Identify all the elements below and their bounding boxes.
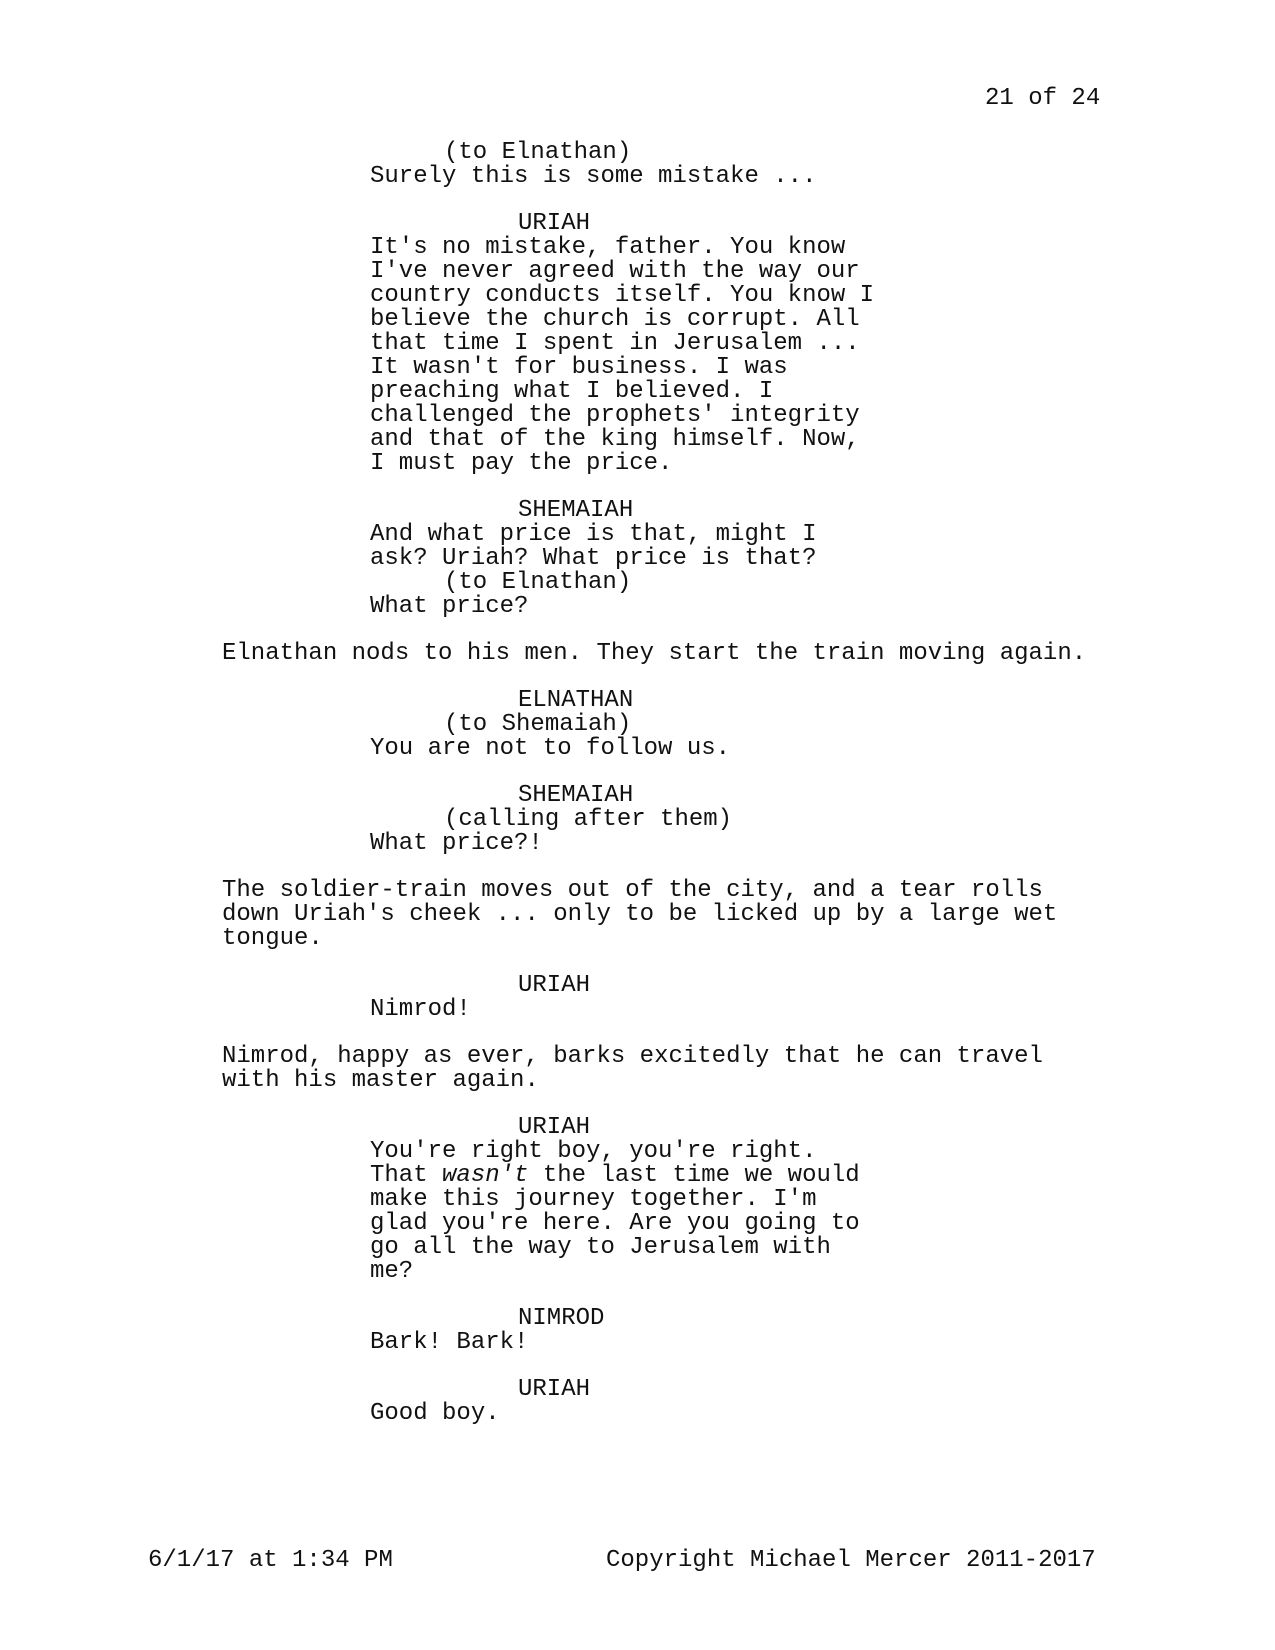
dialogue-line: glad you're here. Are you going to (370, 1210, 860, 1237)
dialogue-line: and that of the king himself. Now, (370, 426, 860, 453)
dialogue-line: Nimrod! (370, 996, 471, 1023)
character-name: NIMROD (518, 1305, 605, 1332)
dialogue-line: go all the way to Jerusalem with (370, 1234, 831, 1261)
character-name: URIAH (518, 210, 591, 237)
footer-copyright: Copyright Michael Mercer 2011-2017 (606, 1547, 1096, 1574)
character-name: URIAH (518, 1114, 591, 1141)
dialogue-line: make this journey together. I'm (370, 1186, 817, 1213)
dialogue-line: ask? Uriah? What price is that? (370, 545, 817, 572)
dialogue-line: It's no mistake, father. You know (370, 234, 846, 261)
character-name: SHEMAIAH (518, 782, 634, 809)
action-line: Elnathan nods to his men. They start the train moving again. (222, 640, 1087, 667)
dialogue-line: that time I spent in Jerusalem ... (370, 330, 860, 357)
character-name: ELNATHAN (518, 687, 634, 714)
character-name: URIAH (518, 1376, 591, 1403)
dialogue-line: me? (370, 1258, 414, 1285)
footer-date: 6/1/17 at 1:34 PM (148, 1547, 393, 1574)
dialogue-line (370, 1164, 860, 1188)
dialogue-line: country conducts itself. You know I (370, 282, 875, 309)
action-line: The soldier-train moves out of the city, and a tear rolls (222, 877, 1043, 904)
action-line: Nimrod, happy as ever, barks excitedly that he can travel (222, 1043, 1043, 1070)
parenthetical: (to Elnathan) (444, 569, 632, 596)
action-line: with his master again. (222, 1067, 539, 1094)
dialogue-line: It wasn't for business. I was (370, 354, 788, 381)
character-name: SHEMAIAH (518, 497, 634, 524)
parenthetical: (to Elnathan) (444, 139, 632, 166)
page-number: 21 of 24 (985, 85, 1101, 112)
parenthetical: (to Shemaiah) (444, 711, 632, 738)
dialogue-line: What price?! (370, 830, 543, 857)
dialogue-line: believe the church is corrupt. All (370, 306, 860, 333)
parenthetical: (calling after them) (444, 806, 733, 833)
dialogue-line: preaching what I believed. I (370, 378, 774, 405)
dialogue-line: You're right boy, you're right. (370, 1138, 817, 1165)
action-line: tongue. (222, 925, 323, 952)
dialogue-line: Surely this is some mistake ... (370, 163, 817, 190)
character-name: URIAH (518, 972, 591, 999)
dialogue-line: challenged the prophets' integrity (370, 402, 860, 429)
dialogue-fragment: That (370, 1162, 443, 1189)
dialogue-line: And what price is that, might I (370, 521, 817, 548)
dialogue-fragment: the last time we would (528, 1162, 860, 1189)
dialogue-line: I've never agreed with the way our (370, 258, 860, 285)
dialogue-line: Good boy. (370, 1400, 500, 1427)
dialogue-line: What price? (370, 593, 529, 620)
dialogue-line: You are not to follow us. (370, 735, 731, 762)
emphasis-text: wasn't (442, 1162, 529, 1189)
dialogue-line: I must pay the price. (370, 450, 673, 477)
action-line: down Uriah's cheek ... only to be licked up by a large wet (222, 901, 1058, 928)
dialogue-line: Bark! Bark! (370, 1329, 529, 1356)
